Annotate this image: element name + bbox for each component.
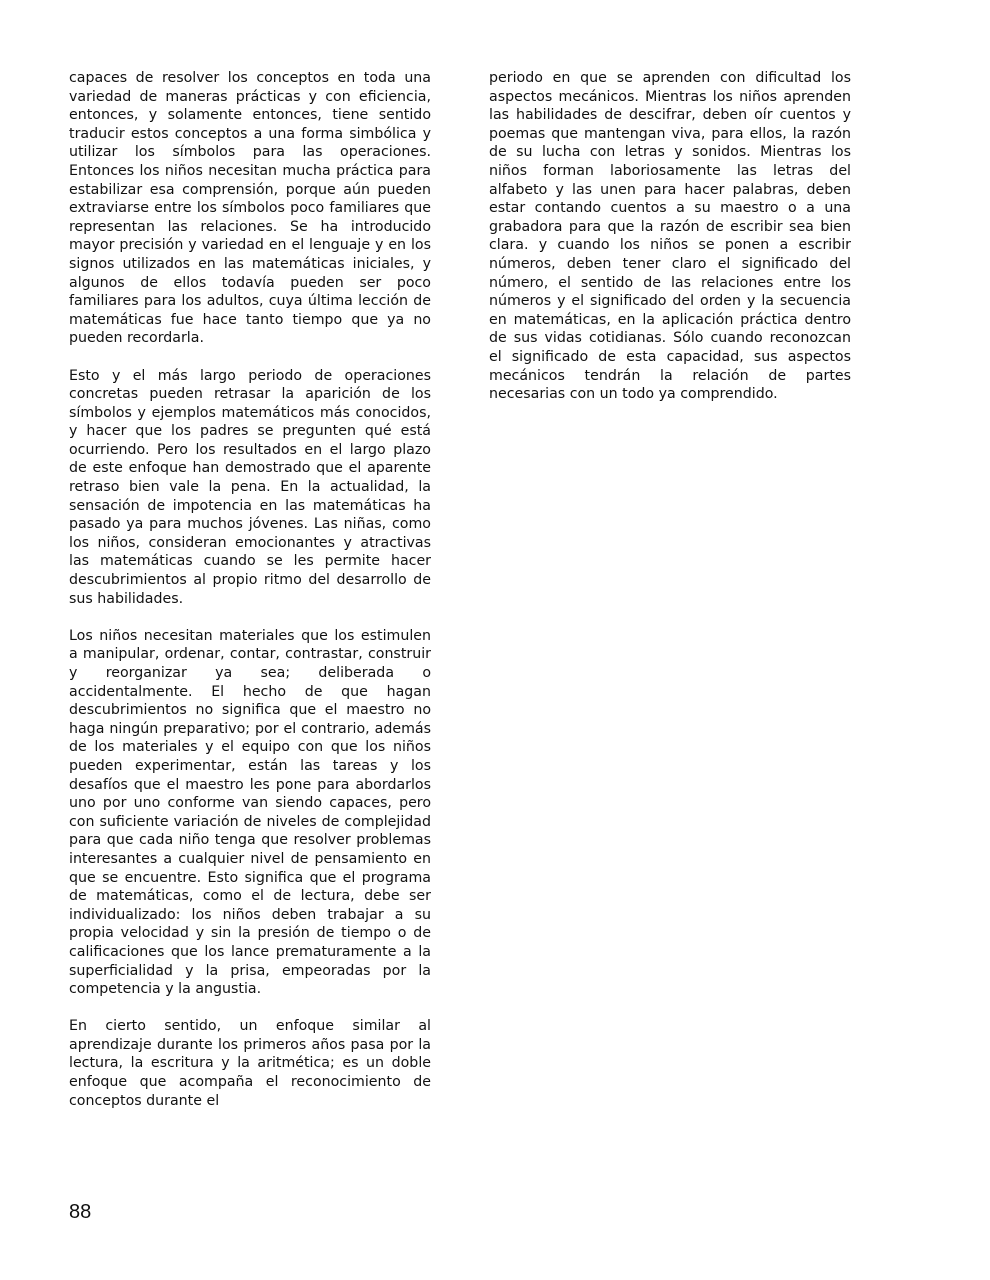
page-number: 88 bbox=[69, 1201, 92, 1223]
left-text-column bbox=[69, 69, 431, 1110]
paragraph: En cierto sentido, un enfoque similar al aprendizaje durante los primeros años pasa por la lectura, la escritura y la aritmética; es un doble enfoque que acompaña el reconocimiento de conceptos durante el bbox=[69, 1018, 431, 1109]
paragraph: Esto y el más largo periodo de operaciones concretas pueden retrasar la aparición de los símbolos y ejemplos matemáticos más conocidos, y hacer que los padres se pregunten qué está ocurriendo. Pero los resultados en el largo plazo de este enfoque han demostrado que el aparente retraso bien vale la pena. En la actualidad, la sensación de impotencia en las matemáticas ha pasado ya para muchos jóvenes. Las niñas, como los niños, consideran emocionantes y atractivas las matemáticas cuando se les permite hacer descubrimientos al propio ritmo del desarrollo de sus habilidades. bbox=[69, 367, 431, 607]
paragraph: capaces de resolver los conceptos en toda una variedad de maneras prácticas y con eficiencia, entonces, y solamente entonces, tiene sentido traducir estos conceptos a una forma simbólica y utilizar los símbolos para las operaciones. Entonces los niños necesitan mucha práctica para estabilizar esa comprensión, porque aún pueden extraviarse entre los símbolos poco familiares que representan las relaciones. Se ha introducido mayor precisión y variedad en el lenguaje y en los signos utilizados en las matemáticas iniciales, y algunos de ellos todavía pueden ser poco familiares para los adultos, cuya última lección de matemáticas fue hace tanto tiempo que ya no pueden recordarla. bbox=[69, 70, 431, 347]
paragraph: periodo en que se aprenden con dificultad los aspectos mecánicos. Mientras los niños aprenden las habilidades de descifrar, deben oír cuentos y poemas que mantengan viva, para ellos, la razón de su lucha con letras y sonidos. Mientras los niños forman laboriosamente las letras del alfabeto y las unen para hacer palabras, deben estar contando cuentos a su maestro o a una grabadora para que la razón de escribir sea bien clara. y cuando los niños se ponen a escribir números, deben tener claro el significado del número, el sentido de las relaciones entre los números y el significado del orden y la secuencia en matemáticas, en la aplicación práctica dentro de sus vidas cotidianas. Sólo cuando reconozcan el significado de esta capacidad, sus aspectos mecánicos tendrán la relación de partes necesarias con un todo ya comprendido. bbox=[489, 70, 851, 403]
paragraph: Los niños necesitan materiales que los estimulen a manipular, ordenar, contar, contrastar, construir y reorganizar ya sea; deliberada o accidentalmente. El hecho de que hagan descubrimientos no significa que el maestro no haga ningún preparativo; por el contrario, además de los materiales y el equipo con que los niños pueden experimentar, están las tareas y los desafíos que el maestro les pone para abordarlos uno por uno conforme van siendo capaces, pero con suficiente variación de niveles de complejidad para que cada niño tenga que resolver problemas interesantes a cualquier nivel de pensamiento en que se encuentre. Esto significa que el programa de matemáticas, como el de lectura, debe ser individualizado: los niños deben trabajar a su propia velocidad y sin la presión de tiempo o de calificaciones que los lance prematuramente a la superficialidad y la prisa, empeoradas por la competencia y la angustia. bbox=[69, 627, 431, 998]
right-text-column bbox=[489, 69, 851, 404]
